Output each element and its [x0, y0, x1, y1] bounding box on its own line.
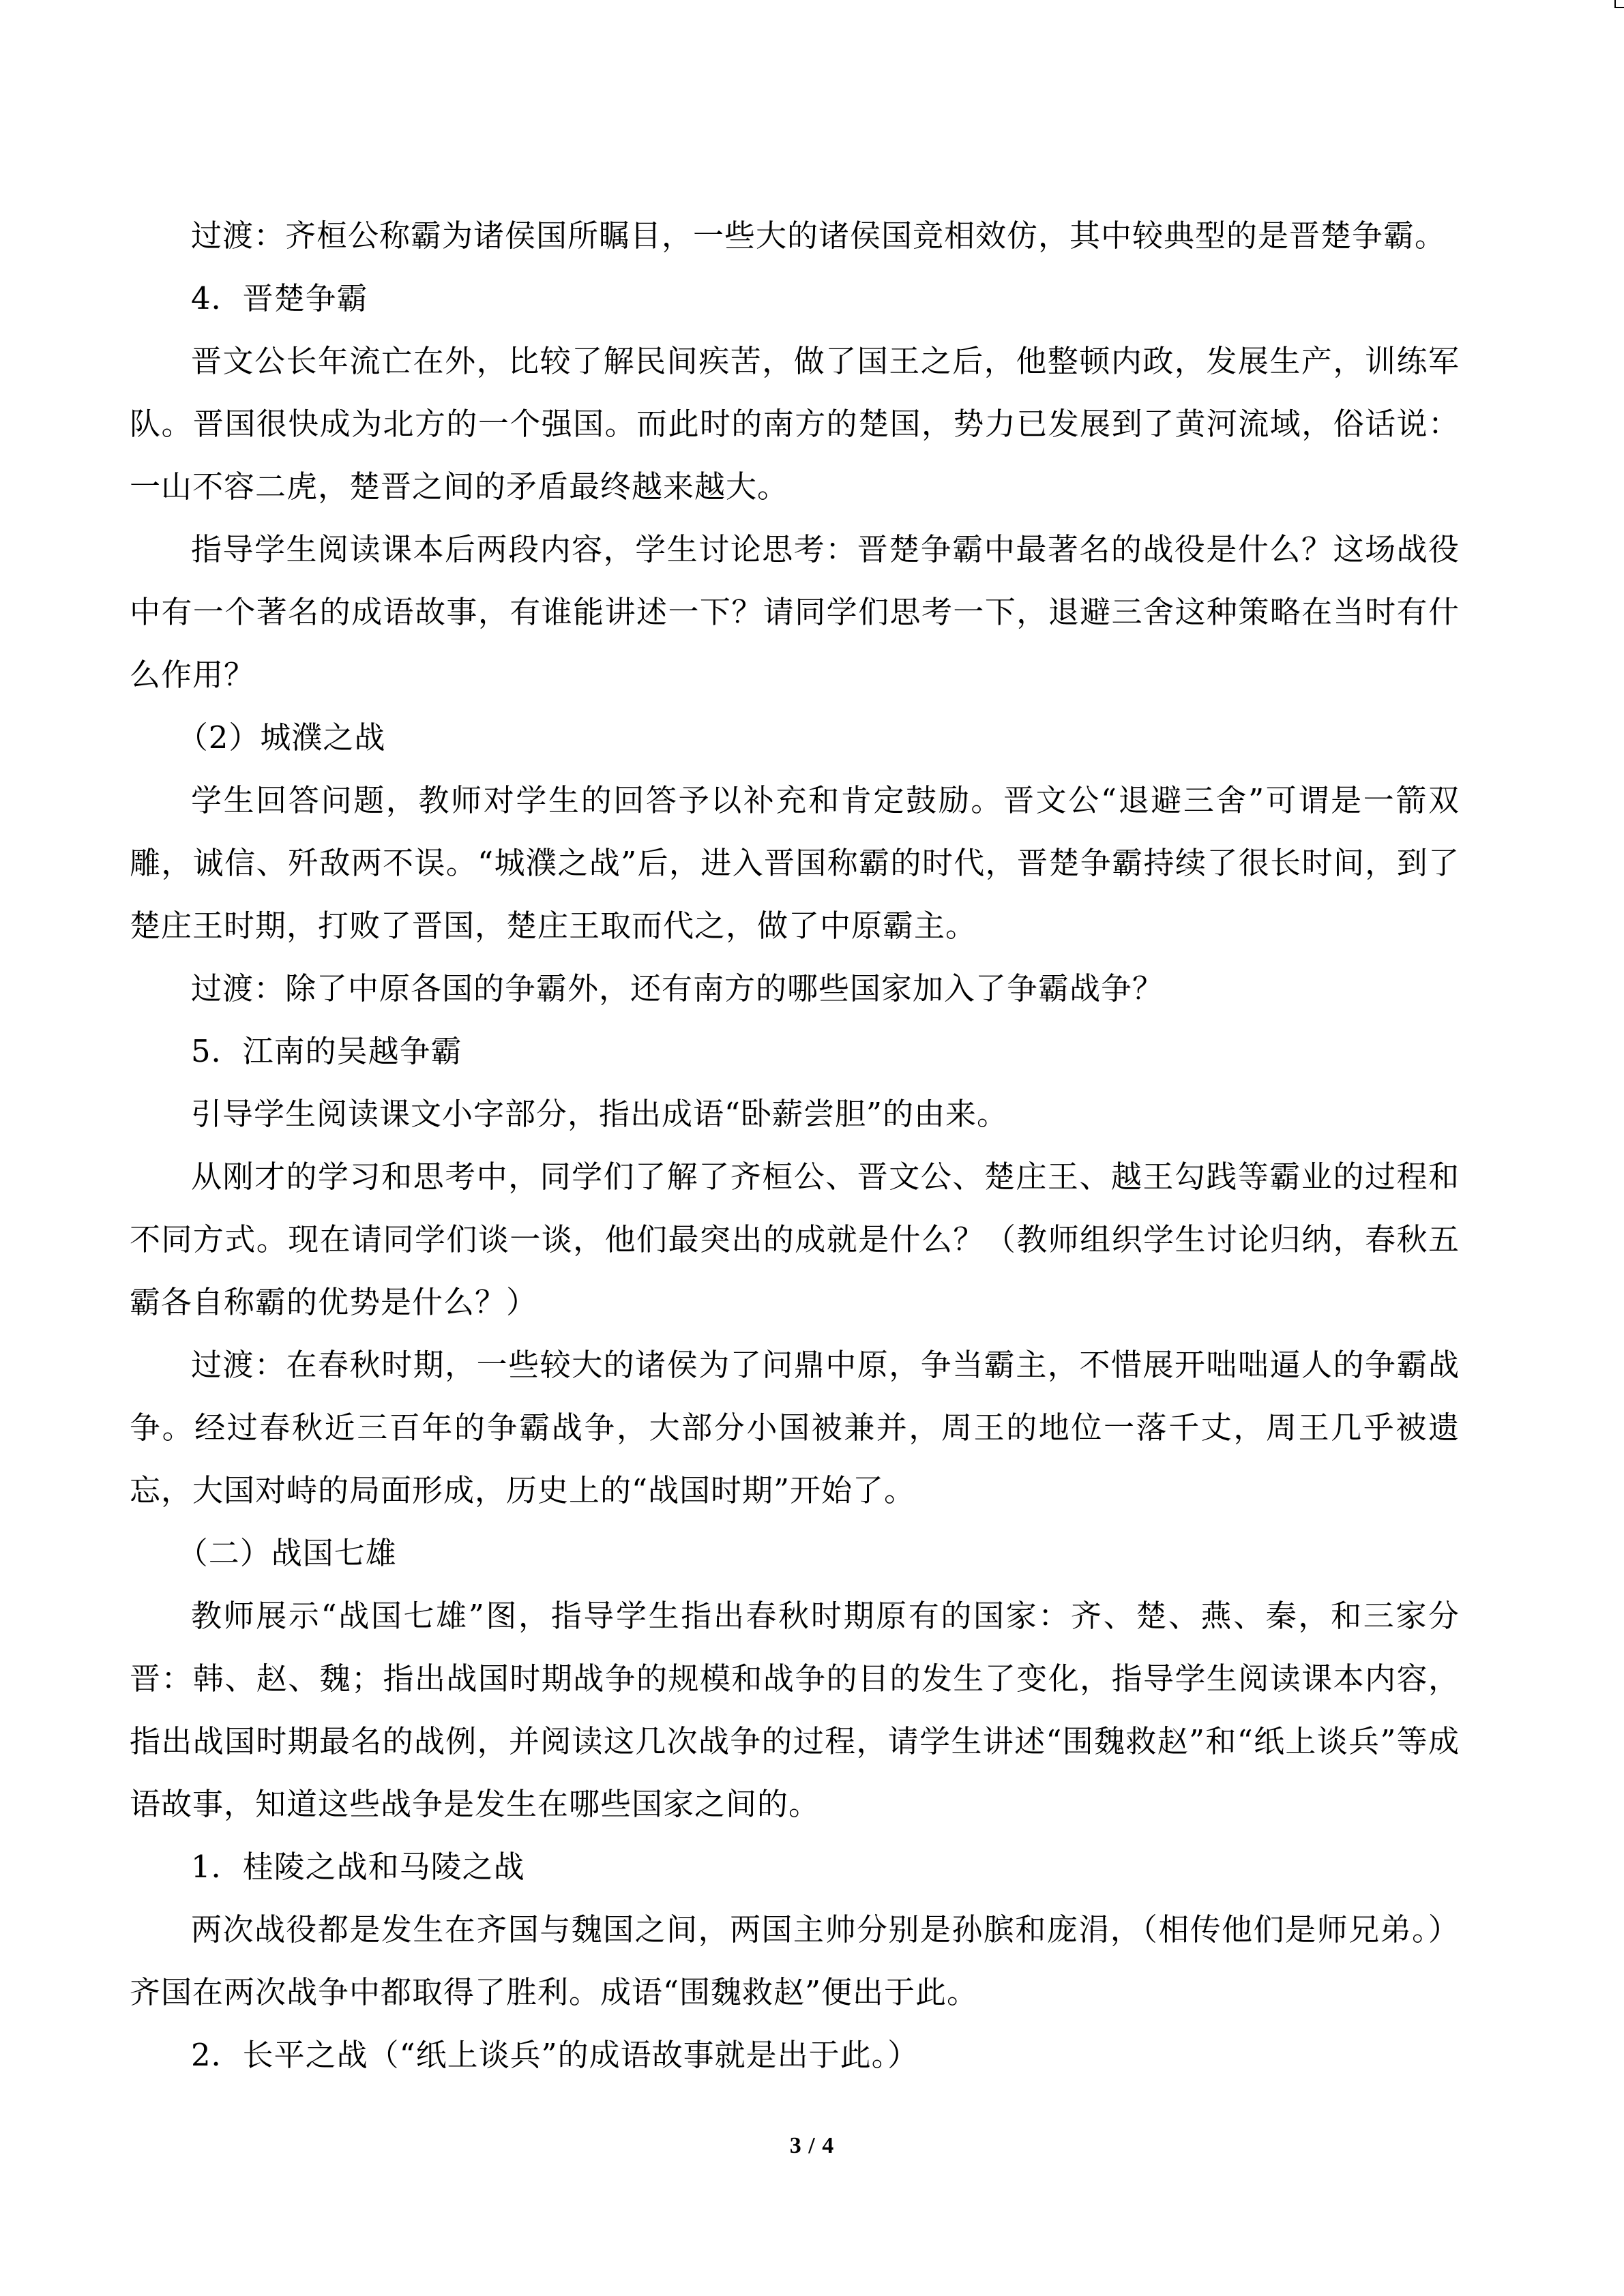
- paragraph-guided-reading: 指导学生阅读课本后两段内容，学生讨论思考：晋楚争霸中最著名的战役是什么？这场战役中有一个著名的成语故事，有谁能讲述一下？请同学们思考一下，退避三舍这种策略在当时有什么作用？: [130, 531, 1460, 693]
- section-heading-jin-chu: 4．晋楚争霸: [191, 280, 368, 316]
- paragraph-jin-wengong: 晋文公长年流亡在外，比较了解民间疾苦，做了国王之后，他整顿内政，发展生产，训练军队。晋国很快成为北方的一个强国。而此时的南方的楚国，势力已发展到了黄河流域，俗话说：一山不容二虎，楚晋之间的矛盾最终越来越大。: [130, 343, 1460, 505]
- paragraph-seven-states-map: 教师展示“战国七雄”图，指导学生指出春秋时期原有的国家：齐、楚、燕、秦，和三家分晋：韩、赵、魏；指出战国时期战争的规模和战争的目的发生了变化，指导学生阅读课本内容，指出战国时期最名的战例，并阅读这几次战争的过程，请学生讲述“围魏救赵”和“纸上谈兵”等成语故事，知道这些战争是发生在哪些国家之间的。: [130, 1598, 1460, 1822]
- paragraph-five-hegemons: 从刚才的学习和思考中，同学们了解了齐桓公、晋文公、楚庄王、越王勾践等霸业的过程和不同方式。现在请同学们谈一谈，他们最突出的成就是什么？（教师组织学生讨论归纳，春秋五霸各自称霸的优势是什么？）: [130, 1159, 1460, 1320]
- page-number: 3 / 4: [789, 2133, 835, 2158]
- subheading-chengpu: （2）城濮之战: [177, 719, 386, 756]
- paragraph-transition-2: 过渡：除了中原各国的争霸外，还有南方的哪些国家加入了争霸战争？: [191, 970, 1164, 1007]
- paragraph-woxin-changdan: 引导学生阅读课文小字部分，指出成语“卧薪尝胆”的由来。: [191, 1096, 1009, 1132]
- paragraph-transition-3: 过渡：在春秋时期，一些较大的诸侯为了问鼎中原，争当霸主，不惜展开咄咄逼人的争霸战争。经过春秋近三百年的争霸战争，大部分小国被兼并，周王的地位一落千丈，周王几乎被遗忘，大国对峙的局面形成，历史上的“战国时期”开始了。: [130, 1347, 1460, 1508]
- paragraph-student-answer: 学生回答问题，教师对学生的回答予以补充和肯定鼓励。晋文公“退避三舍”可谓是一箭双雕，诚信、歼敌两不误。“城濮之战”后，进入晋国称霸的时代，晋楚争霸持续了很长时间，到了楚庄王时期，打败了晋国，楚庄王取而代之，做了中原霸主。: [130, 782, 1460, 944]
- document-body: [130, 205, 1460, 2087]
- paragraph-transition-1: 过渡：齐桓公称霸为诸侯国所瞩目，一些大的诸侯国竞相效仿，其中较典型的是晋楚争霸。: [191, 218, 1447, 254]
- section-heading-wu-yue: 5．江南的吴越争霸: [191, 1033, 462, 1069]
- section-heading-guiling-maling: 1．桂陵之战和马陵之战: [191, 1849, 525, 1885]
- paragraph-sun-bin-pang-juan: 两次战役都是发生在齐国与魏国之间，两国主帅分别是孙膑和庞涓，（相传他们是师兄弟。）齐国在两次战争中都取得了胜利。成语“围魏救赵”便出于此。: [130, 1911, 1460, 2010]
- page-corner-mark: [1614, 0, 1624, 8]
- section-heading-changping: 2．长平之战（“纸上谈兵”的成语故事就是出于此。）: [191, 2037, 919, 2073]
- subheading-seven-states: （二）战国七雄: [177, 1535, 397, 1571]
